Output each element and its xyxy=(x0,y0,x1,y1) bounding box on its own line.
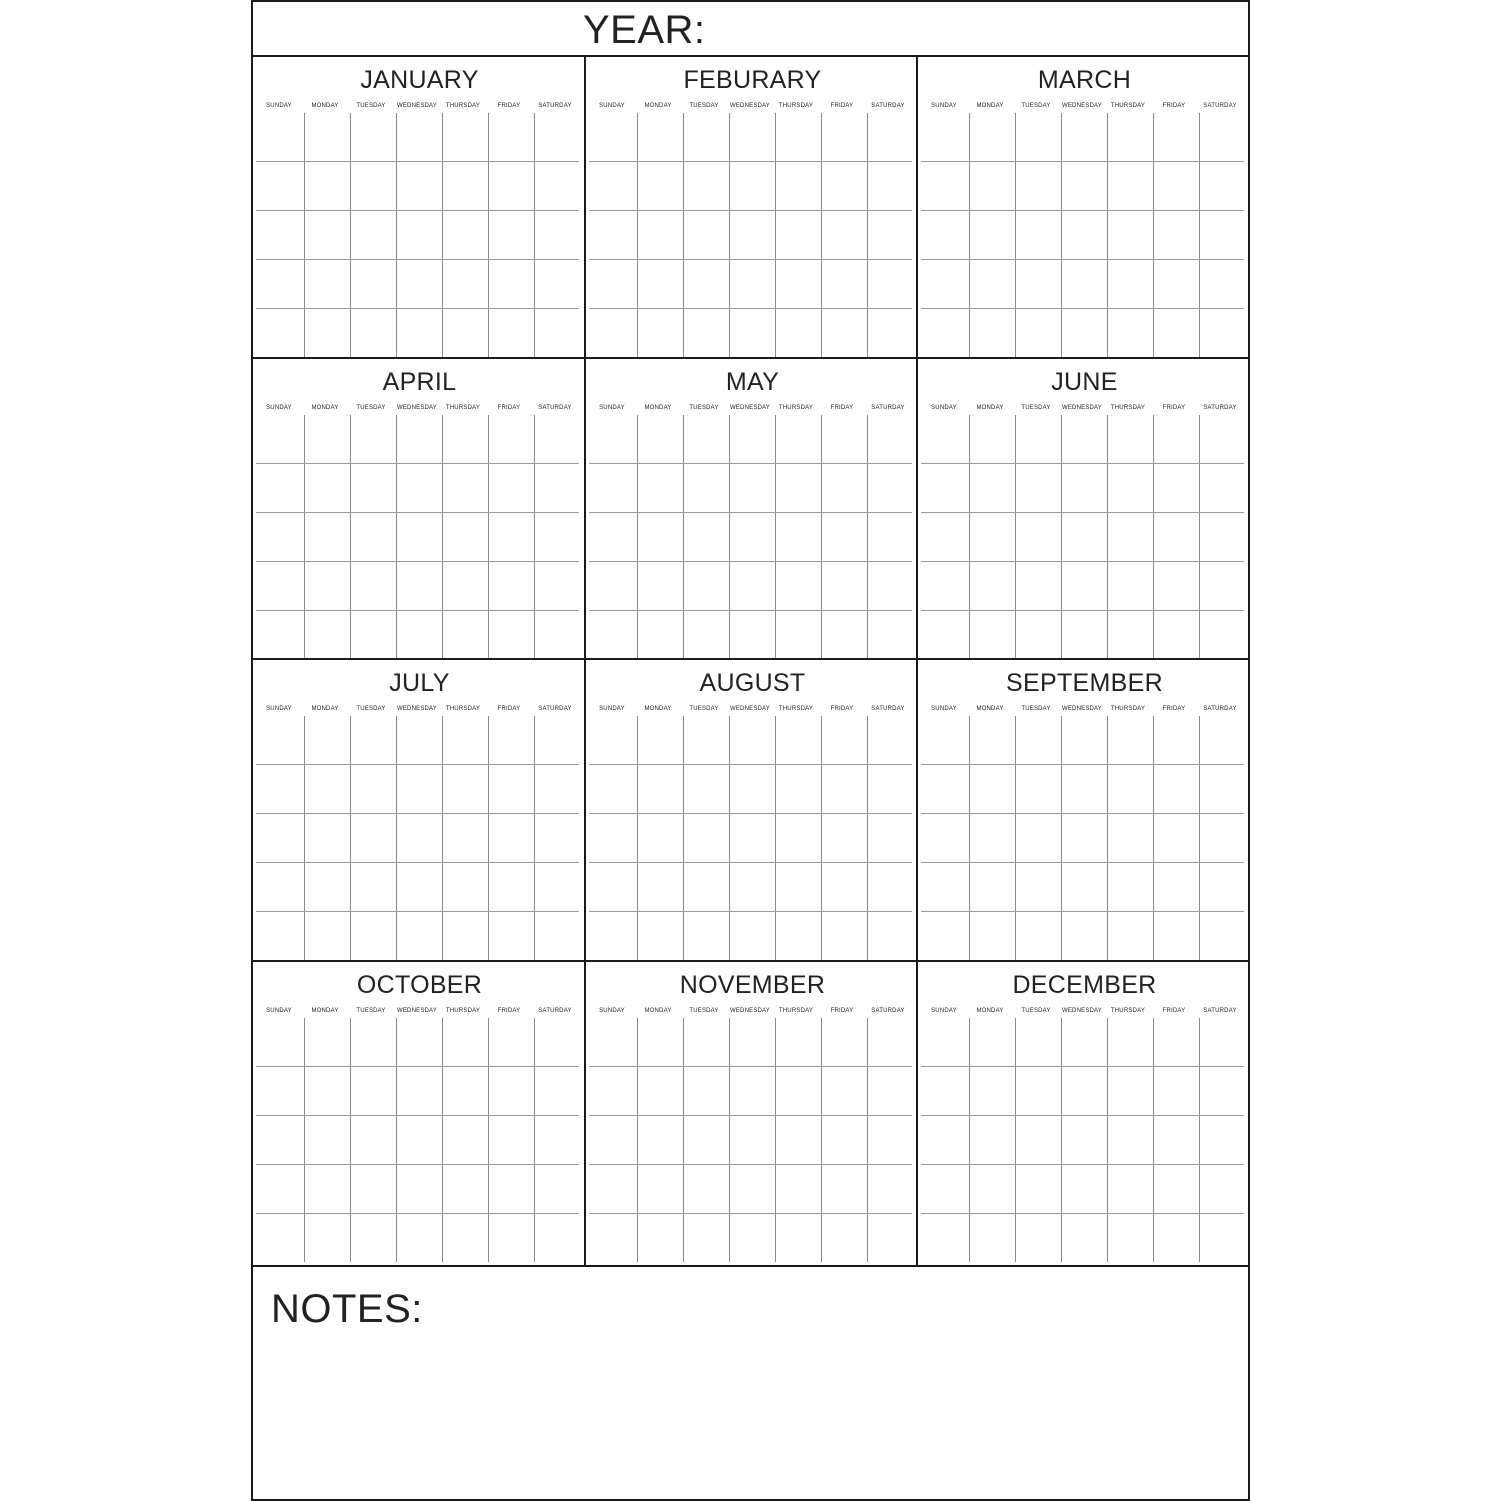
weekday-label: SUNDAY xyxy=(931,405,957,411)
grid-column-rule xyxy=(1015,716,1016,960)
grid-column-rule xyxy=(1153,716,1154,960)
weekday-header-row xyxy=(589,704,911,714)
grid-row-rule xyxy=(589,308,912,309)
weekday-label: TUESDAY xyxy=(356,706,386,712)
grid-row-rule xyxy=(256,1164,579,1165)
weekday-label: THURSDAY xyxy=(1110,405,1146,411)
grid-column-rule xyxy=(396,113,397,357)
grid-column-rule xyxy=(1015,415,1016,659)
weekday-label: FRIDAY xyxy=(497,1008,521,1014)
weekday-label: THURSDAY xyxy=(1110,1008,1146,1014)
grid-column-rule xyxy=(1061,716,1062,960)
weekday-label: THURSDAY xyxy=(445,103,481,109)
month-block-november xyxy=(586,962,919,1264)
weekday-label: SATURDAY xyxy=(1203,1008,1237,1014)
weekday-label: THURSDAY xyxy=(1110,706,1146,712)
weekday-label: THURSDAY xyxy=(445,1008,481,1014)
grid-column-rule xyxy=(729,113,730,357)
grid-row-rule xyxy=(589,1066,912,1067)
month-column-divider xyxy=(584,57,586,1267)
grid-column-rule xyxy=(1153,1018,1154,1262)
grid-column-rule xyxy=(867,113,868,357)
weekday-label: FRIDAY xyxy=(497,706,521,712)
weekday-label: WEDNESDAY xyxy=(1061,706,1103,712)
weekday-label: SUNDAY xyxy=(599,103,625,109)
weekday-header-row xyxy=(256,704,578,714)
weekday-label: SATURDAY xyxy=(1203,103,1237,109)
grid-column-rule xyxy=(350,1018,351,1262)
grid-column-rule xyxy=(1107,1018,1108,1262)
grid-row-rule xyxy=(256,764,579,765)
month-title: SEPTEMBER xyxy=(1006,669,1163,697)
grid-column-rule xyxy=(488,716,489,960)
weekday-label: FRIDAY xyxy=(1162,103,1186,109)
grid-row-rule xyxy=(921,862,1244,863)
weekday-label: WEDNESDAY xyxy=(1061,103,1103,109)
grid-column-rule xyxy=(683,113,684,357)
month-row-divider xyxy=(253,960,1248,962)
grid-row-rule xyxy=(921,813,1244,814)
month-block-june xyxy=(918,359,1251,661)
month-block-april xyxy=(253,359,586,661)
weekday-label: SUNDAY xyxy=(599,1008,625,1014)
weekday-label: WEDNESDAY xyxy=(396,103,438,109)
month-title: APRIL xyxy=(382,368,457,396)
month-title: JUNE xyxy=(1051,368,1118,396)
weekday-label: SATURDAY xyxy=(871,706,905,712)
weekday-label: SUNDAY xyxy=(266,1008,292,1014)
month-title: FEBURARY xyxy=(683,66,822,94)
weekday-label: MONDAY xyxy=(311,103,339,109)
month-block-may xyxy=(586,359,919,661)
grid-column-rule xyxy=(775,113,776,357)
weekday-label: MONDAY xyxy=(976,103,1004,109)
grid-column-rule xyxy=(350,113,351,357)
weekday-label: FRIDAY xyxy=(830,103,854,109)
month-block-august xyxy=(586,660,919,962)
grid-column-rule xyxy=(821,1018,822,1262)
weekday-label: FRIDAY xyxy=(830,1008,854,1014)
weekday-label: SUNDAY xyxy=(931,706,957,712)
grid-row-rule xyxy=(256,161,579,162)
weekday-label: THURSDAY xyxy=(778,1008,814,1014)
weekday-label: SATURDAY xyxy=(538,706,572,712)
day-grid[interactable] xyxy=(256,113,579,357)
weekday-label: SUNDAY xyxy=(599,706,625,712)
month-title: AUGUST xyxy=(699,669,806,697)
weekday-label: THURSDAY xyxy=(1110,103,1146,109)
month-row-divider xyxy=(253,357,1248,359)
grid-column-rule xyxy=(396,716,397,960)
grid-column-rule xyxy=(442,1018,443,1262)
weekday-label: MONDAY xyxy=(976,405,1004,411)
weekday-label: MONDAY xyxy=(644,1008,672,1014)
weekday-label: SATURDAY xyxy=(538,405,572,411)
weekday-label: WEDNESDAY xyxy=(396,706,438,712)
notes-section[interactable] xyxy=(253,1267,1248,1499)
weekday-label: FRIDAY xyxy=(497,405,521,411)
weekday-label: THURSDAY xyxy=(778,103,814,109)
weekday-label: MONDAY xyxy=(644,103,672,109)
grid-row-rule xyxy=(589,610,912,611)
wall-calendar xyxy=(251,0,1250,1501)
weekday-label: WEDNESDAY xyxy=(1061,1008,1103,1014)
month-block-feburary xyxy=(586,57,919,359)
grid-column-rule xyxy=(969,1018,970,1262)
grid-row-rule xyxy=(921,308,1244,309)
grid-column-rule xyxy=(304,415,305,659)
grid-column-rule xyxy=(304,1018,305,1262)
grid-row-rule xyxy=(921,1213,1244,1214)
year-header xyxy=(253,2,1248,57)
weekday-label: TUESDAY xyxy=(1021,706,1051,712)
weekday-label: MONDAY xyxy=(644,405,672,411)
weekday-label: WEDNESDAY xyxy=(396,1008,438,1014)
weekday-header-row xyxy=(256,403,578,413)
grid-row-rule xyxy=(921,463,1244,464)
weekday-label: SUNDAY xyxy=(266,405,292,411)
month-block-july xyxy=(253,660,586,962)
weekday-label: MONDAY xyxy=(311,706,339,712)
grid-column-rule xyxy=(867,716,868,960)
weekday-label: MONDAY xyxy=(311,1008,339,1014)
weekday-label: WEDNESDAY xyxy=(729,405,771,411)
weekday-header-row xyxy=(921,704,1243,714)
weekday-label: MONDAY xyxy=(976,706,1004,712)
day-grid[interactable] xyxy=(589,716,912,960)
grid-row-rule xyxy=(256,210,579,211)
grid-column-rule xyxy=(534,1018,535,1262)
weekday-header-row xyxy=(256,101,578,111)
grid-column-rule xyxy=(969,716,970,960)
grid-column-rule xyxy=(775,716,776,960)
weekday-label: WEDNESDAY xyxy=(396,405,438,411)
weekday-label: SATURDAY xyxy=(871,405,905,411)
grid-row-rule xyxy=(589,911,912,912)
grid-column-rule xyxy=(969,113,970,357)
weekday-label: THURSDAY xyxy=(778,405,814,411)
month-title: DECEMBER xyxy=(1012,971,1157,999)
weekday-label: WEDNESDAY xyxy=(729,103,771,109)
weekday-header-row xyxy=(256,1006,578,1016)
grid-column-rule xyxy=(442,113,443,357)
weekday-label: WEDNESDAY xyxy=(729,1008,771,1014)
month-title: MARCH xyxy=(1037,66,1132,94)
grid-column-rule xyxy=(488,1018,489,1262)
grid-column-rule xyxy=(821,415,822,659)
grid-row-rule xyxy=(256,610,579,611)
grid-column-rule xyxy=(1199,113,1200,357)
grid-column-rule xyxy=(488,113,489,357)
year-label: YEAR: xyxy=(583,8,706,52)
grid-row-rule xyxy=(921,161,1244,162)
weekday-label: SUNDAY xyxy=(931,1008,957,1014)
grid-row-rule xyxy=(921,610,1244,611)
weekday-label: MONDAY xyxy=(976,1008,1004,1014)
grid-column-rule xyxy=(1153,415,1154,659)
day-grid[interactable] xyxy=(256,415,579,659)
grid-column-rule xyxy=(637,716,638,960)
grid-row-rule xyxy=(589,512,912,513)
month-block-october xyxy=(253,962,586,1264)
grid-row-rule xyxy=(921,911,1244,912)
weekday-label: FRIDAY xyxy=(830,706,854,712)
weekday-label: TUESDAY xyxy=(689,405,719,411)
day-grid[interactable] xyxy=(921,716,1244,960)
weekday-label: TUESDAY xyxy=(689,706,719,712)
month-row-divider xyxy=(253,658,1248,660)
notes-label: NOTES: xyxy=(271,1287,423,1331)
grid-column-rule xyxy=(1015,113,1016,357)
grid-row-rule xyxy=(589,862,912,863)
weekday-label: SUNDAY xyxy=(266,103,292,109)
grid-column-rule xyxy=(867,1018,868,1262)
weekday-label: THURSDAY xyxy=(445,706,481,712)
grid-row-rule xyxy=(256,512,579,513)
grid-row-rule xyxy=(589,1213,912,1214)
grid-row-rule xyxy=(589,1164,912,1165)
grid-row-rule xyxy=(589,463,912,464)
grid-column-rule xyxy=(488,415,489,659)
grid-row-rule xyxy=(921,259,1244,260)
grid-column-rule xyxy=(304,113,305,357)
weekday-header-row xyxy=(589,403,911,413)
weekday-label: THURSDAY xyxy=(778,706,814,712)
weekday-label: TUESDAY xyxy=(1021,103,1051,109)
months-grid xyxy=(253,57,1248,1267)
weekday-header-row xyxy=(921,1006,1243,1016)
grid-column-rule xyxy=(1107,415,1108,659)
month-block-january xyxy=(253,57,586,359)
weekday-label: MONDAY xyxy=(644,706,672,712)
grid-row-rule xyxy=(921,764,1244,765)
weekday-label: FRIDAY xyxy=(497,103,521,109)
grid-column-rule xyxy=(969,415,970,659)
month-block-march xyxy=(918,57,1251,359)
weekday-label: SUNDAY xyxy=(599,405,625,411)
grid-column-rule xyxy=(821,113,822,357)
grid-row-rule xyxy=(921,561,1244,562)
grid-column-rule xyxy=(637,1018,638,1262)
grid-column-rule xyxy=(683,716,684,960)
grid-column-rule xyxy=(350,415,351,659)
grid-row-rule xyxy=(256,308,579,309)
weekday-label: TUESDAY xyxy=(356,405,386,411)
grid-column-rule xyxy=(1015,1018,1016,1262)
month-block-december xyxy=(918,962,1251,1264)
weekday-label: SATURDAY xyxy=(871,103,905,109)
weekday-label: WEDNESDAY xyxy=(1061,405,1103,411)
weekday-header-row xyxy=(921,403,1243,413)
weekday-label: SATURDAY xyxy=(1203,706,1237,712)
weekday-header-row xyxy=(589,1006,911,1016)
weekday-label: WEDNESDAY xyxy=(729,706,771,712)
weekday-label: TUESDAY xyxy=(356,103,386,109)
weekday-label: SUNDAY xyxy=(266,706,292,712)
month-column-divider xyxy=(916,57,918,1267)
grid-row-rule xyxy=(589,161,912,162)
grid-column-rule xyxy=(1061,415,1062,659)
grid-row-rule xyxy=(921,512,1244,513)
weekday-label: SUNDAY xyxy=(931,103,957,109)
weekday-label: TUESDAY xyxy=(689,1008,719,1014)
grid-column-rule xyxy=(729,1018,730,1262)
grid-column-rule xyxy=(1199,415,1200,659)
month-title: JANUARY xyxy=(360,66,479,94)
weekday-label: SATURDAY xyxy=(538,1008,572,1014)
grid-row-rule xyxy=(921,1066,1244,1067)
grid-row-rule xyxy=(589,764,912,765)
grid-row-rule xyxy=(256,1213,579,1214)
grid-column-rule xyxy=(729,716,730,960)
weekday-label: TUESDAY xyxy=(689,103,719,109)
day-grid[interactable] xyxy=(921,415,1244,659)
grid-row-rule xyxy=(921,210,1244,211)
grid-column-rule xyxy=(396,415,397,659)
grid-row-rule xyxy=(256,911,579,912)
grid-column-rule xyxy=(683,415,684,659)
grid-row-rule xyxy=(256,1066,579,1067)
grid-row-rule xyxy=(256,1115,579,1116)
day-grid[interactable] xyxy=(589,415,912,659)
grid-row-rule xyxy=(256,561,579,562)
day-grid[interactable] xyxy=(589,113,912,357)
month-title: OCTOBER xyxy=(356,971,483,999)
grid-column-rule xyxy=(821,716,822,960)
grid-column-rule xyxy=(1199,716,1200,960)
grid-column-rule xyxy=(1107,113,1108,357)
grid-column-rule xyxy=(1199,1018,1200,1262)
weekday-label: TUESDAY xyxy=(356,1008,386,1014)
day-grid[interactable] xyxy=(256,716,579,960)
grid-column-rule xyxy=(1153,113,1154,357)
grid-column-rule xyxy=(683,1018,684,1262)
grid-column-rule xyxy=(729,415,730,659)
grid-row-rule xyxy=(589,210,912,211)
month-title: NOVEMBER xyxy=(679,971,826,999)
grid-column-rule xyxy=(534,113,535,357)
grid-column-rule xyxy=(637,113,638,357)
day-grid[interactable] xyxy=(256,1018,579,1262)
grid-column-rule xyxy=(534,716,535,960)
grid-row-rule xyxy=(921,1115,1244,1116)
weekday-label: SATURDAY xyxy=(871,1008,905,1014)
grid-row-rule xyxy=(256,463,579,464)
grid-column-rule xyxy=(1061,113,1062,357)
grid-column-rule xyxy=(442,415,443,659)
grid-row-rule xyxy=(256,862,579,863)
weekday-label: TUESDAY xyxy=(1021,405,1051,411)
day-grid[interactable] xyxy=(921,1018,1244,1262)
month-block-september xyxy=(918,660,1251,962)
grid-row-rule xyxy=(589,259,912,260)
grid-row-rule xyxy=(256,813,579,814)
grid-column-rule xyxy=(350,716,351,960)
weekday-label: FRIDAY xyxy=(1162,1008,1186,1014)
weekday-label: THURSDAY xyxy=(445,405,481,411)
grid-column-rule xyxy=(304,716,305,960)
grid-column-rule xyxy=(1061,1018,1062,1262)
grid-row-rule xyxy=(589,561,912,562)
grid-column-rule xyxy=(637,415,638,659)
grid-column-rule xyxy=(775,1018,776,1262)
weekday-header-row xyxy=(921,101,1243,111)
grid-column-rule xyxy=(534,415,535,659)
day-grid[interactable] xyxy=(921,113,1244,357)
grid-column-rule xyxy=(867,415,868,659)
grid-row-rule xyxy=(589,813,912,814)
weekday-header-row xyxy=(589,101,911,111)
weekday-label: MONDAY xyxy=(311,405,339,411)
grid-column-rule xyxy=(396,1018,397,1262)
weekday-label: TUESDAY xyxy=(1021,1008,1051,1014)
grid-row-rule xyxy=(589,1115,912,1116)
weekday-label: FRIDAY xyxy=(1162,405,1186,411)
grid-row-rule xyxy=(256,259,579,260)
weekday-label: SATURDAY xyxy=(1203,405,1237,411)
grid-column-rule xyxy=(775,415,776,659)
month-title: MAY xyxy=(725,368,780,396)
weekday-label: FRIDAY xyxy=(1162,706,1186,712)
weekday-label: SATURDAY xyxy=(538,103,572,109)
grid-column-rule xyxy=(442,716,443,960)
month-title: JULY xyxy=(389,669,450,697)
day-grid[interactable] xyxy=(589,1018,912,1262)
grid-row-rule xyxy=(921,1164,1244,1165)
weekday-label: FRIDAY xyxy=(830,405,854,411)
grid-column-rule xyxy=(1107,716,1108,960)
